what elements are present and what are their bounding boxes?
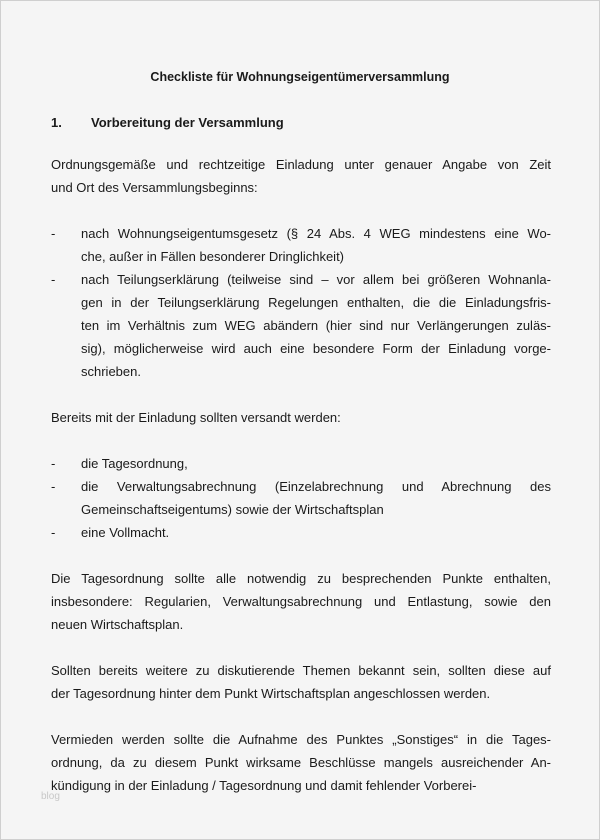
paragraph: [1, 406, 599, 429]
document-title: Checkliste für Wohnungseigentümerversammlung: [150, 70, 450, 84]
paragraph-line: Bereits mit der Einladung sollten versandt werden:: [51, 410, 341, 425]
list-item-line: die Verwaltungsabrechnung (Einzelabrechnung und Abrechnung des: [81, 479, 551, 494]
section-heading-row: [51, 113, 599, 133]
paragraph-line: Vermieden werden sollte die Aufnahme des Punktes „Sonstiges“ in die Tages-: [51, 732, 551, 747]
list-item-line: Gemeinschaftseigentums) sowie der Wirtschaftsplan: [81, 502, 384, 517]
list-item: [1, 475, 599, 521]
list-item-line: gen in der Teilungserklärung Regelungen enthalten, die die Einladungsfris-: [81, 295, 551, 310]
list-item-line: sig), möglicherweise wird auch eine besondere Form der Einladung vorge-: [81, 341, 551, 356]
list-item-line: ten im Verhältnis zum WEG abändern (hier sind nur Verlängerungen zuläs-: [81, 318, 551, 333]
paragraph: [1, 153, 599, 199]
watermark: blog: [41, 791, 60, 802]
list-bullet: -: [51, 479, 56, 494]
list-bullet: -: [51, 525, 56, 540]
bullet-list: [1, 452, 599, 544]
list-item-line: che, außer in Fällen besonderer Dringlichkeit): [81, 249, 345, 264]
paragraph: [1, 567, 599, 636]
paragraph-line: Ordnungsgemäße und rechtzeitige Einladung unter genauer Angabe von Zeit: [51, 157, 551, 172]
list-bullet: -: [51, 226, 56, 241]
paragraph-line: und Ort des Versammlungsbeginns:: [51, 180, 258, 195]
paragraph-line: Sollten bereits weitere zu diskutierende Themen bekannt sein, sollten diese auf: [51, 663, 551, 678]
list-item-line: schrieben.: [81, 364, 141, 379]
list-item: [1, 222, 599, 268]
paragraph: [1, 659, 599, 705]
bullet-list: [1, 222, 599, 383]
list-bullet: -: [51, 272, 56, 287]
paragraph-line: der Tagesordnung hinter dem Punkt Wirtschaftsplan angeschlossen werden.: [51, 686, 491, 701]
section-number: 1.: [51, 115, 62, 130]
list-item-line: eine Vollmacht.: [81, 525, 170, 540]
list-item: [1, 521, 599, 544]
list-item: [1, 452, 599, 475]
paragraph-line: kündigung in der Einladung / Tagesordnung und damit fehlender Vorberei-: [51, 778, 477, 793]
list-item-line: die Tagesordnung,: [81, 456, 188, 471]
list-item-line: nach Wohnungseigentumsgesetz (§ 24 Abs. 4 WEG mindestens eine Wo-: [81, 226, 551, 241]
paragraph-line: insbesondere: Regularien, Verwaltungsabrechnung und Entlastung, sowie den: [51, 594, 551, 609]
section-heading: Vorbereitung der Versammlung: [91, 115, 284, 130]
list-item: [1, 268, 599, 383]
paragraph: [1, 728, 599, 797]
list-item-line: nach Teilungserklärung (teilweise sind – vor allem bei größeren Wohnanla-: [81, 272, 551, 287]
list-bullet: -: [51, 456, 56, 471]
paragraph-line: ordnung, da zu diesem Punkt wirksame Beschlüsse mangels ausreichender An-: [51, 755, 551, 770]
paragraph-line: neuen Wirtschaftsplan.: [51, 617, 184, 632]
paragraph-line: Die Tagesordnung sollte alle notwendig zu besprechenden Punkte enthalten,: [51, 571, 551, 586]
document-body: [1, 153, 599, 797]
